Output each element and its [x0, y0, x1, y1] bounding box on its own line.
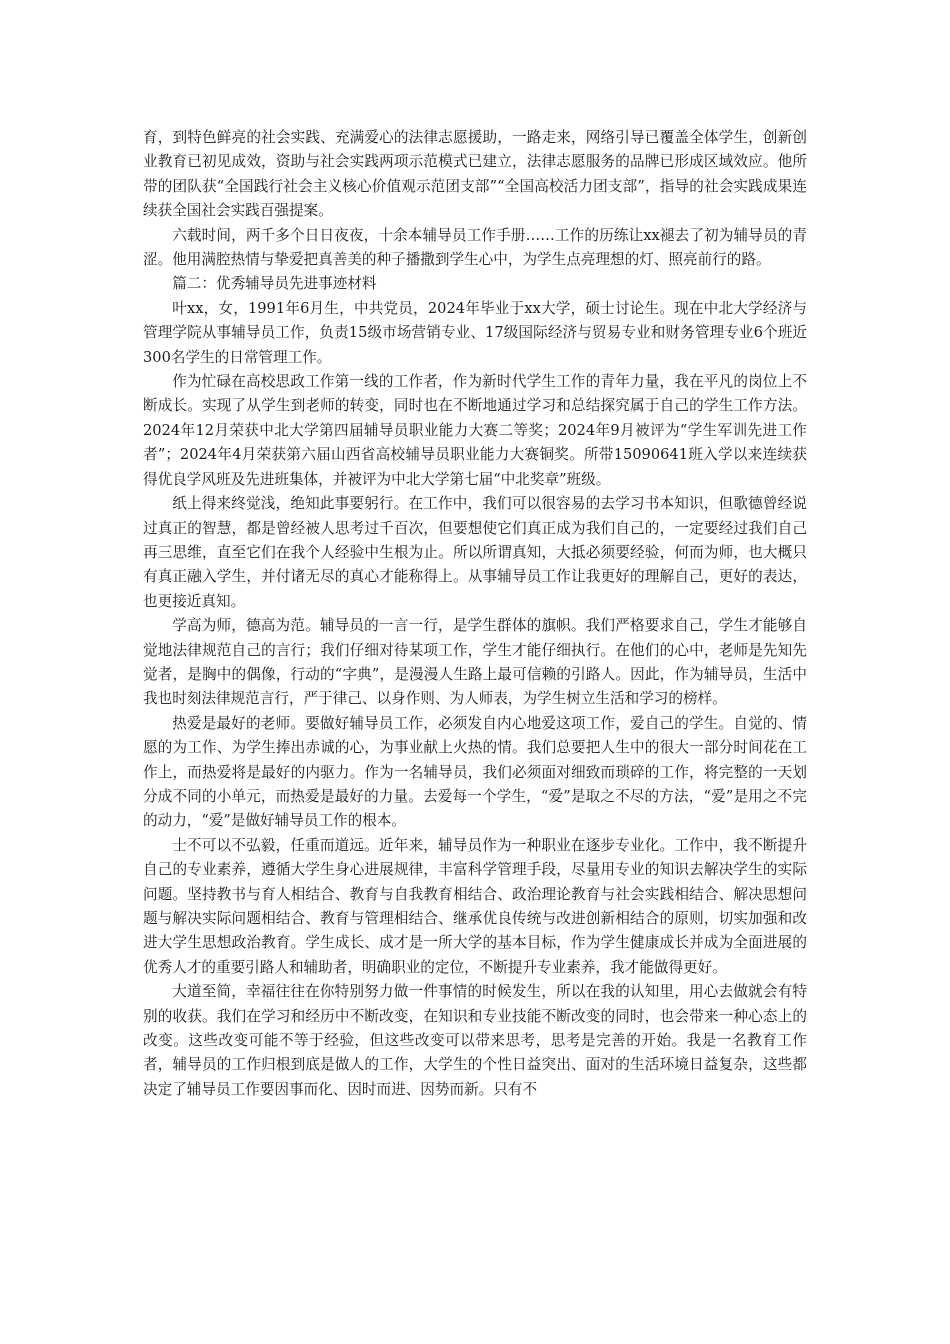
paragraph: 学高为师，德高为范。辅导员的一言一行，是学生群体的旗帜。我们严格要求自己，学生才能够自觉地法律规范自己的言行；我们仔细对待某项工作，学生才能仔细执行。在他们的心中，老师是先知先觉者，是胸中的偶像，行动的“字典”，是漫漫人生路上最可信赖的引路人。因此，作为辅导员，生活中我也时刻法律规范言行，严于律己、以身作则、为人师表，为学生树立生活和学习的榜样。	[143, 617, 807, 708]
paragraph: 作为忙碌在高校思政工作第一线的工作者，作为新时代学生工作的青年力量，我在平凡的岗位上不断成长。实现了从学生到老师的转变，同时也在不断地通过学习和总结探究属于自己的学生工作方法。2024年12月荣获中北大学第四届辅导员职业能力大赛二等奖；2024年9月被评为“学生军训先进工作者”；2024年4月荣获第六届山西省高校辅导员职业能力大赛铜奖。所带15090641班入学以来连续获得优良学风班及先进班集体，并被评为中北大学第七届“中北奖章”班级。	[143, 373, 807, 488]
paragraph: 叶xx，女，1991年6月生，中共党员，2024年毕业于xx大学，硕士讨论生。现在中北大学经济与管理学院从事辅导员工作，负责15级市场营销专业、17级国际经济与贸易专业和财务管理专业6个班近300名学生的日常管理工作。	[143, 299, 807, 366]
document-page	[143, 126, 807, 1102]
paragraph: 六载时间，两千多个日日夜夜，十余本辅导员工作手册……工作的历练让xx褪去了初为辅导员的青涩。他用满腔热情与挚爱把真善美的种子播撒到学生心中，为学生点亮理想的灯、照亮前行的路。	[143, 226, 807, 269]
paragraph: 大道至简，幸福往往在你特别努力做一件事情的时候发生，所以在我的认知里，用心去做就会有特别的收获。我们在学习和经历中不断改变，在知识和专业技能不断改变的同时，也会带来一种心态上的改变。这些改变可能不等于经验，但这些改变可以带来思考，思考是完善的开始。我是一名教育工作者，辅导员的工作归根到底是做人的工作，大学生的个性日益突出、面对的生活环境日益复杂，这些都决定了辅导员工作要因事而化、因时而进、因势而新。只有不	[143, 983, 807, 1098]
section-heading: 篇二：优秀辅导员先进事迹材料	[172, 275, 377, 293]
paragraph: 士不可以不弘毅，任重而道远。近年来，辅导员作为一种职业在逐步专业化。工作中，我不断提升自己的专业素养，遵循大学生身心进展规律，丰富科学管理手段，尽量用专业的知识去解决学生的实际问题。坚持教书与育人相结合、教育与自我教育相结合、政治理论教育与社会实践相结合、解决思想问题与解决实际问题相结合、教育与管理相结合、继承优良传统与改进创新相结合的原则，切实加强和改进大学生思想政治教育。学生成长、成才是一所大学的基本目标，作为学生健康成长并成为全面进展的优秀人才的重要引路人和辅助者，明确职业的定位，不断提升专业素养，我才能做得更好。	[143, 836, 807, 976]
paragraph: 纸上得来终觉浅，绝知此事要躬行。在工作中，我们可以很容易的去学习书本知识，但歌德曾经说过真正的智慧，都是曾经被人思考过千百次，但要想使它们真正成为我们自己的，一定要经过我们自己再三思维，直至它们在我个人经验中生根为止。所以所谓真知，大抵必须要经验，何而为师，也大概只有真正融入学生，并付诸无尽的真心才能称得上。从事辅导员工作让我更好的理解自己，更好的表达，也更接近真知。	[143, 495, 807, 610]
paragraph-continuation: 育，到特色鲜亮的社会实践、充满爱心的法律志愿援助，一路走来，网络引导已覆盖全体学生，创新创业教育已初见成效，资助与社会实践两项示范模式已建立，法律志愿服务的品牌已形成区域效应。他所带的团队获“全国践行社会主义核心价值观示范团支部”“全国高校活力团支部”，指导的社会实践成果连续获全国社会实践百强提案。	[143, 129, 807, 220]
paragraph: 热爱是最好的老师。要做好辅导员工作，必须发自内心地爱这项工作，爱自己的学生。自觉的、情愿的为工作、为学生捧出赤诚的心，为事业献上火热的情。我们总要把人生中的很大一部分时间花在工作上，而热爱将是最好的内驱力。作为一名辅导员，我们必须面对细致而琐碎的工作，将完整的一天划分成不同的小单元，而热爱是最好的力量。去爱每一个学生，“爱”是取之不尽的方法，“爱”是用之不完的动力，“爱”是做好辅导员工作的根本。	[143, 714, 807, 830]
